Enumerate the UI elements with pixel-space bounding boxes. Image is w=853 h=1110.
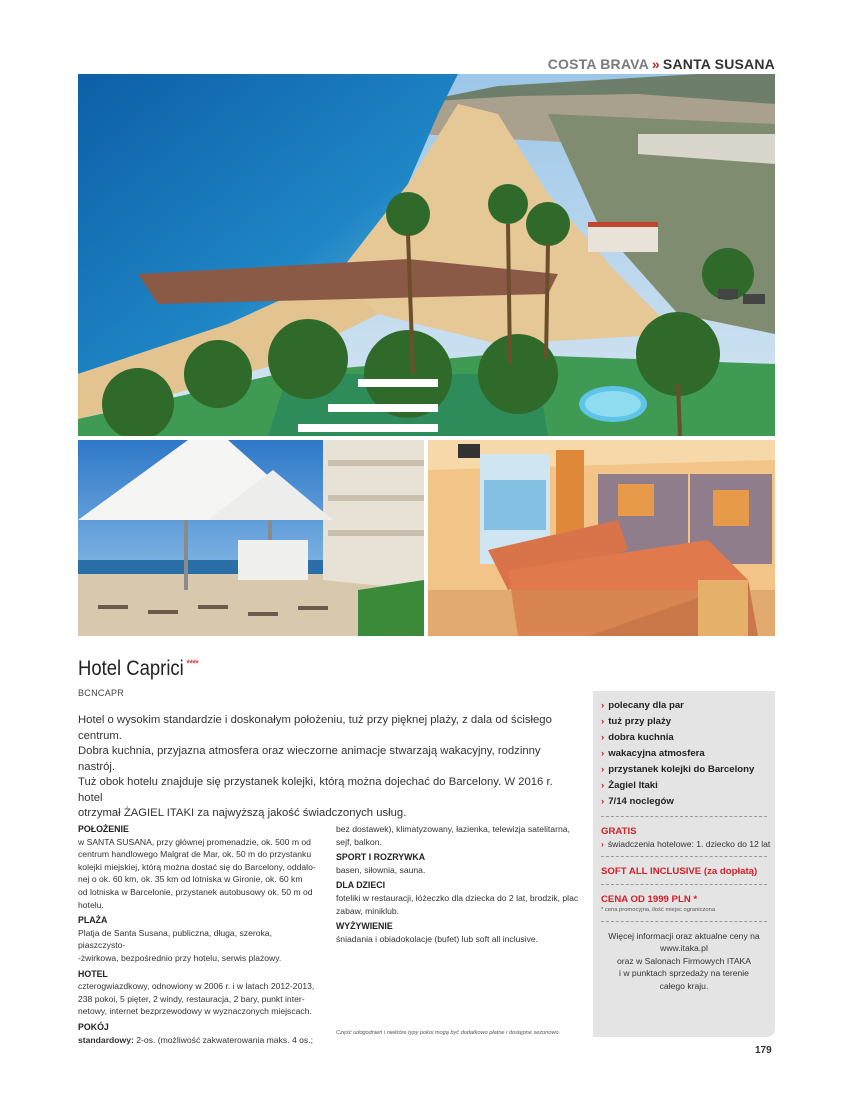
section-line: od lotniska w Barcelonie, przystanek autobusowy ok. 50 m od xyxy=(78,886,313,897)
info-line: i w punktach sprzedaży na terenie xyxy=(619,968,749,979)
section-heading-plaza: PLAŻA xyxy=(78,915,108,926)
section-line: nej o ok. 60 km, ok. 35 km od lotniska w Gironie, ok. 60 km xyxy=(78,874,303,885)
feature-item xyxy=(601,794,767,810)
soft-all-inclusive: SOFT ALL INCLUSIVE (za dopłatą) xyxy=(601,866,758,877)
more-info xyxy=(601,930,767,992)
section-line: foteliki w restauracji, łóżeczko dla dziecka do 2 lat, brodzik, plac xyxy=(336,892,579,903)
beach-photo xyxy=(78,74,775,436)
section-line: bez dostawek), klimatyzowany, łazienka, telewizja satelitarna, xyxy=(336,824,570,834)
section-line xyxy=(78,1034,320,1047)
room-type-text: 2-os. (możliwość zakwaterowania maks. 4 os.; xyxy=(136,1034,313,1045)
section-line: centrum handlowego Malgrat de Mar, ok. 50 m do przystanku xyxy=(78,849,312,860)
gratis-label: świadczenia hotelowe: 1. dziecko do 12 lat xyxy=(607,839,771,849)
gratis-heading: GRATIS xyxy=(601,826,637,837)
section-line: basen, siłownia, sauna. xyxy=(336,864,426,875)
intro-line: Dobra kuchnia, przyjazna atmosfera oraz wieczorne animacje stwarzają wakacyjny, rodzinny nastrój. xyxy=(78,745,541,773)
price: CENA OD 1999 PLN * xyxy=(601,894,698,905)
section-line: kolejki miejskiej, którą można dostać się do Barcelony, oddalo- xyxy=(78,861,316,872)
details-column-middle xyxy=(336,823,580,945)
section-line: Platja de Santa Susana, publiczna, długa, szeroka, piaszczysto- xyxy=(78,927,272,951)
chevron-right-icon: › xyxy=(601,700,605,711)
section-heading-pokoj: POKÓJ xyxy=(78,1021,109,1032)
feature-label: przystanek kolejki do Barcelony xyxy=(608,764,755,775)
feature-item xyxy=(601,730,767,746)
feature-item xyxy=(601,714,767,730)
intro-line: Hotel o wysokim standardzie i doskonałym położeniu, tuż przy pięknej plaży, z dala od ścisłego centrum. xyxy=(78,714,552,742)
section-heading-sport: SPORT I ROZRYWKA xyxy=(336,852,426,863)
section-line: czterogwiazdkowy, odnowiony w 2006 r. i w latach 2012-2013, xyxy=(78,981,315,992)
intro-paragraph xyxy=(78,713,578,822)
chevron-right-icon: › xyxy=(601,796,605,807)
feature-label: dobra kuchnia xyxy=(608,732,674,743)
hotel-code: BCNCAPR xyxy=(78,688,125,698)
footnote: Część udogodnień i niektóre typy pokoi mogą być dodatkowo płatne i dostępne sezonowo. xyxy=(336,1030,561,1036)
divider xyxy=(601,816,767,817)
divider xyxy=(601,921,767,922)
terrace-photo xyxy=(78,440,424,636)
section-line: netowy, internet bezprzewodowy w wyznaczonych miejscach. xyxy=(78,1006,312,1017)
website-link[interactable]: www.itaka.pl xyxy=(660,943,708,954)
chevron-right-icon: › xyxy=(601,716,605,727)
feature-item xyxy=(601,698,767,714)
info-line: całego kraju. xyxy=(659,980,709,991)
chevron-right-icon: › xyxy=(601,732,605,743)
breadcrumb xyxy=(548,56,775,72)
chevron-right-icon: › xyxy=(601,839,604,849)
intro-line: otrzymał ŻAGIEL ITAKI za najwyższą jakość świadczonych usług. xyxy=(78,807,407,819)
breadcrumb-separator: » xyxy=(651,56,660,72)
info-line: Więcej informacji oraz aktualne ceny na xyxy=(608,931,760,941)
intro-line: Tuż obok hotelu znajduje się przystanek kolejki, którą można dojechać do Barcelony. W 2016 r. hotel xyxy=(78,776,553,804)
divider xyxy=(601,884,767,885)
feature-label: Żagiel Itaki xyxy=(608,780,658,791)
details-column-left xyxy=(78,823,320,1046)
room-type-label: standardowy: xyxy=(78,1034,134,1045)
feature-item xyxy=(601,762,767,778)
section-line: w SANTA SUSANA, przy głównej promenadzie, ok. 500 m od xyxy=(78,836,311,847)
section-line: zabaw, miniklub. xyxy=(336,905,400,916)
feature-label: 7/14 noclegów xyxy=(608,796,674,807)
chevron-right-icon: › xyxy=(601,748,605,759)
section-line: sejf, balkon. xyxy=(336,836,382,847)
chevron-right-icon: › xyxy=(601,780,605,791)
chevron-right-icon: › xyxy=(601,764,605,775)
breadcrumb-town: SANTA SUSANA xyxy=(662,56,775,72)
gratis-text xyxy=(601,838,771,850)
section-line: hotelu. xyxy=(78,899,104,910)
feature-item xyxy=(601,778,767,794)
section-line: 238 pokoi, 5 pięter, 2 windy, restauracja, 2 bary, punkt inter- xyxy=(78,993,305,1004)
page-number: 179 xyxy=(755,1045,772,1056)
hotel-title xyxy=(78,657,198,681)
divider xyxy=(601,856,767,857)
section-line: śniadania i obiadokolacje (bufet) lub soft all inclusive. xyxy=(336,933,539,944)
section-heading-dzieci: DLA DZIECI xyxy=(336,880,386,891)
feature-label: tuż przy plaży xyxy=(608,716,672,727)
breadcrumb-region: COSTA BRAVA xyxy=(547,56,649,72)
feature-label: wakacyjna atmosfera xyxy=(608,748,705,759)
room-photo xyxy=(428,440,775,636)
section-heading-hotel: HOTEL xyxy=(78,968,108,979)
info-line: oraz w Salonach Firmowych ITAKA xyxy=(616,955,752,966)
section-heading-polozenie: POŁOŻENIE xyxy=(78,824,129,834)
section-line: -żwirkowa, bezpośrednio przy hotelu, serwis plażowy. xyxy=(78,952,282,963)
section-heading-wyzywienie: WYŻYWIENIE xyxy=(336,921,393,932)
feature-item xyxy=(601,746,767,762)
price-note: * cena promocyjna, ilość miejsc ograniczona xyxy=(601,907,716,913)
hotel-name: Hotel Caprici xyxy=(78,657,184,680)
offer-sidebar xyxy=(593,691,775,1037)
feature-label: polecany dla par xyxy=(608,700,684,711)
star-rating: **** xyxy=(186,658,198,670)
